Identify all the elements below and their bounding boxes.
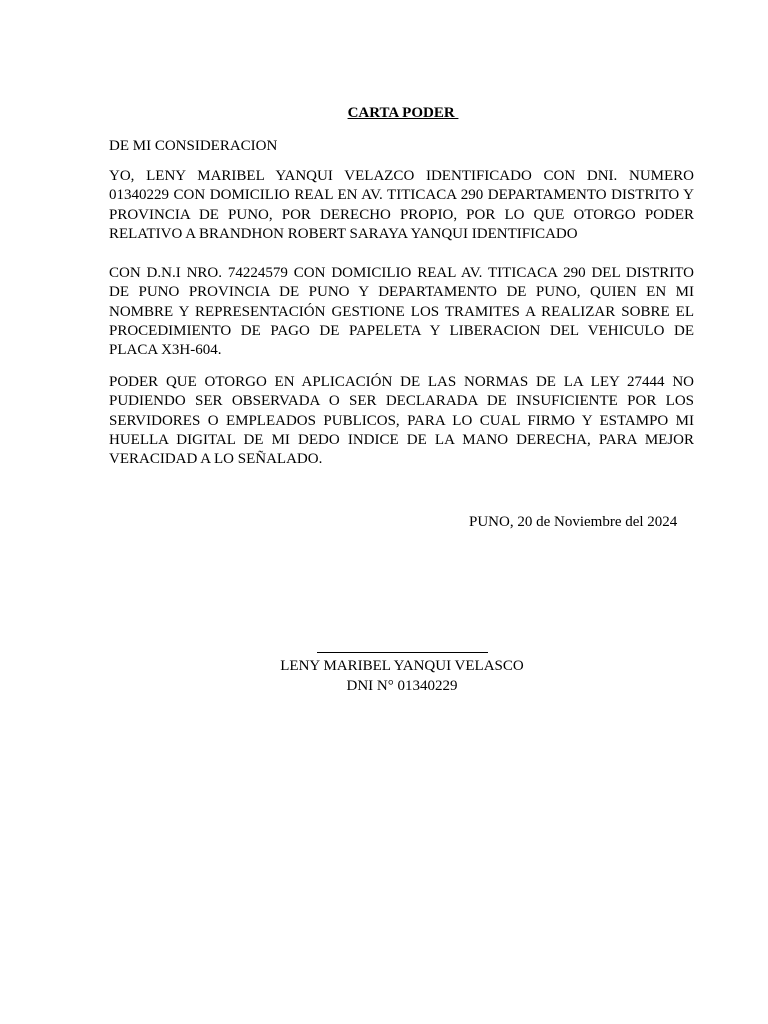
signer-dni: DNI N° 01340229: [346, 678, 458, 694]
salutation: DE MI CONSIDERACION: [109, 138, 278, 154]
body-paragraph-legal-basis: PODER QUE OTORGO EN APLICACIÓN DE LAS NORMAS DE LA LEY 27444 NO PUDIENDO SER OBSERVADA O SER DECLARADA DE INSUFICIENTE POR LOS SERVIDORES O EMPLEADOS PUBLICOS, PARA LO CUAL FIRMO Y ESTAMPO MI HUELLA DIGITAL DE MI DEDO INDICE DE LA MANO DERECHA, PARA MEJOR VERACIDAD A LO SEÑALADO.: [109, 374, 694, 468]
signature-line: [317, 652, 488, 653]
body-paragraph-grantee: CON D.N.I NRO. 74224579 CON DOMICILIO REAL AV. TITICACA 290 DEL DISTRITO DE PUNO PROVINCIA DE PUNO Y DEPARTAMENTO DE PUNO, QUIEN EN MI NOMBRE Y REPRESENTACIÓN GESTIONE LOS TRAMITES A REALIZAR SOBRE EL PROCEDIMIENTO DE PAGO DE PAPELETA Y LIBERACION DEL VEHICULO DE PLACA X3H-604.: [109, 265, 694, 359]
signer-name: LENY MARIBEL YANQUI VELASCO: [280, 658, 524, 674]
document-title: CARTA PODER: [347, 105, 459, 121]
body-paragraph-grantor: YO, LENY MARIBEL YANQUI VELAZCO IDENTIFICADO CON DNI. NUMERO 01340229 CON DOMICILIO REAL EN AV. TITICACA 290 DEPARTAMENTO DISTRITO Y PROVINCIA DE PUNO, POR DERECHO PROPIO, POR LO QUE OTORGO PODER RELATIVO A BRANDHON ROBERT SARAYA YANQUI IDENTIFICADO: [109, 168, 694, 242]
place-and-date: PUNO, 20 de Noviembre del 2024: [469, 514, 678, 530]
